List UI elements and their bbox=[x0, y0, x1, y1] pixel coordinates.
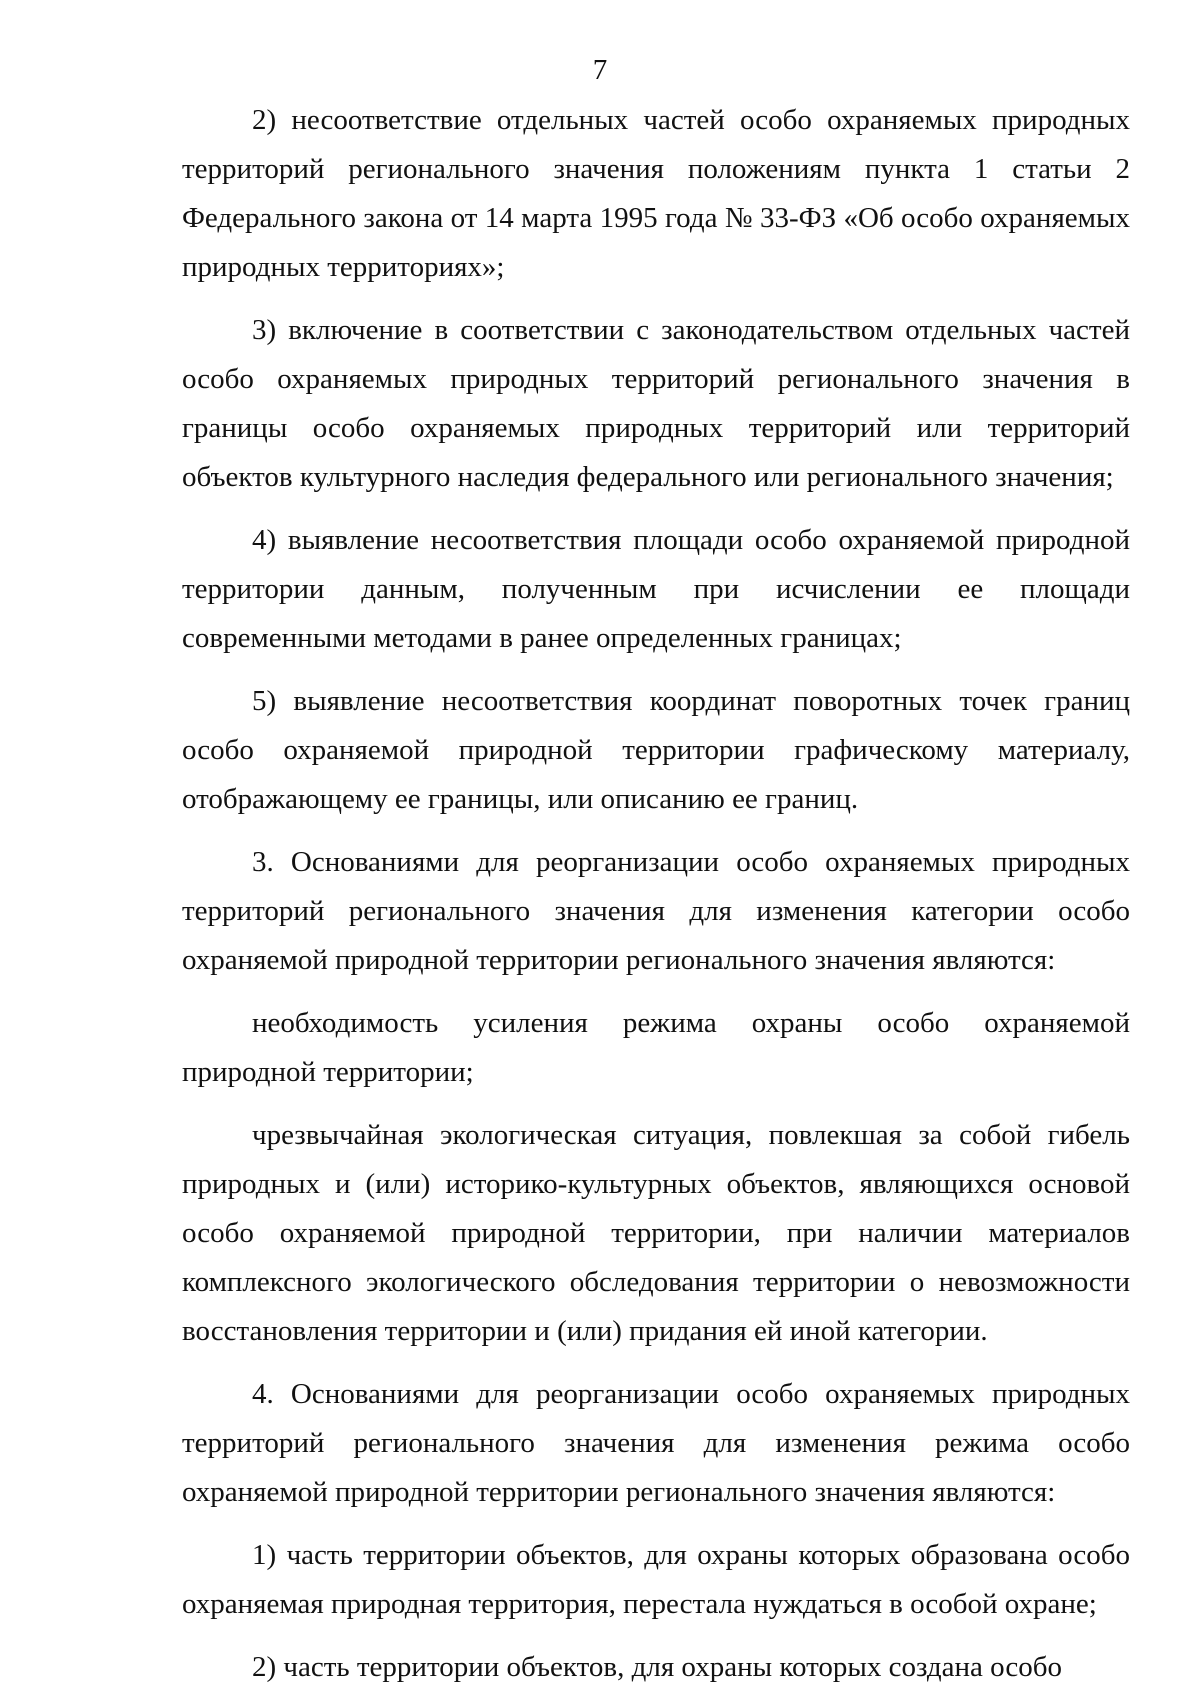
paragraph-section-3: 3. Основаниями для реорганизации особо охраняемых природных территорий регионального значения для изменения категории особо охраняемой природной территории регионального значения являются: bbox=[182, 846, 1130, 976]
paragraph-item-5: 5) выявление несоответствия координат поворотных точек границ особо охраняемой природной территории графическому материалу, отображающему ее границы, или описанию ее границ. bbox=[182, 685, 1130, 815]
paragraph-item-3: 3) включение в соответствии с законодательством отдельных частей особо охраняемых природных территорий регионального значения в границы особо охраняемых природных территорий или территорий объектов культурного наследия федерального или регионального значения; bbox=[182, 314, 1130, 493]
paragraph-section-4: 4. Основаниями для реорганизации особо охраняемых природных территорий регионального значения для изменения режима особо охраняемой природной территории регионального значения являются: bbox=[182, 1378, 1130, 1508]
paragraph-section-4-item-2: 2) часть территории объектов, для охраны которых создана особо bbox=[252, 1651, 1063, 1683]
paragraph-item-2: 2) несоответствие отдельных частей особо охраняемых природных территорий регионального значения положениям пункта 1 статьи 2 Федерального закона от 14 марта 1995 года № 33-ФЗ «Об особо охраняемых природных территориях»; bbox=[182, 104, 1130, 283]
page-number: 7 bbox=[592, 54, 608, 86]
paragraph-ground-strengthening: необходимость усиления режима охраны особо охраняемой природной территории; bbox=[182, 1007, 1130, 1088]
paragraph-ground-emergency: чрезвычайная экологическая ситуация, повлекшая за собой гибель природных и (или) историко-культурных объектов, являющихся основой особо охраняемой природной территории, при наличии материалов комплексного экологического обследования территории о невозможности восстановления территории и (или) придания ей иной категории. bbox=[182, 1119, 1130, 1347]
paragraph-item-4: 4) выявление несоответствия площади особо охраняемой природной территории данным, полученным при исчислении ее площади современными методами в ранее определенных границах; bbox=[182, 524, 1130, 654]
document-body bbox=[182, 96, 1130, 1692]
paragraph-section-4-item-1: 1) часть территории объектов, для охраны которых образована особо охраняемая природная территория, перестала нуждаться в особой охране; bbox=[182, 1539, 1130, 1620]
